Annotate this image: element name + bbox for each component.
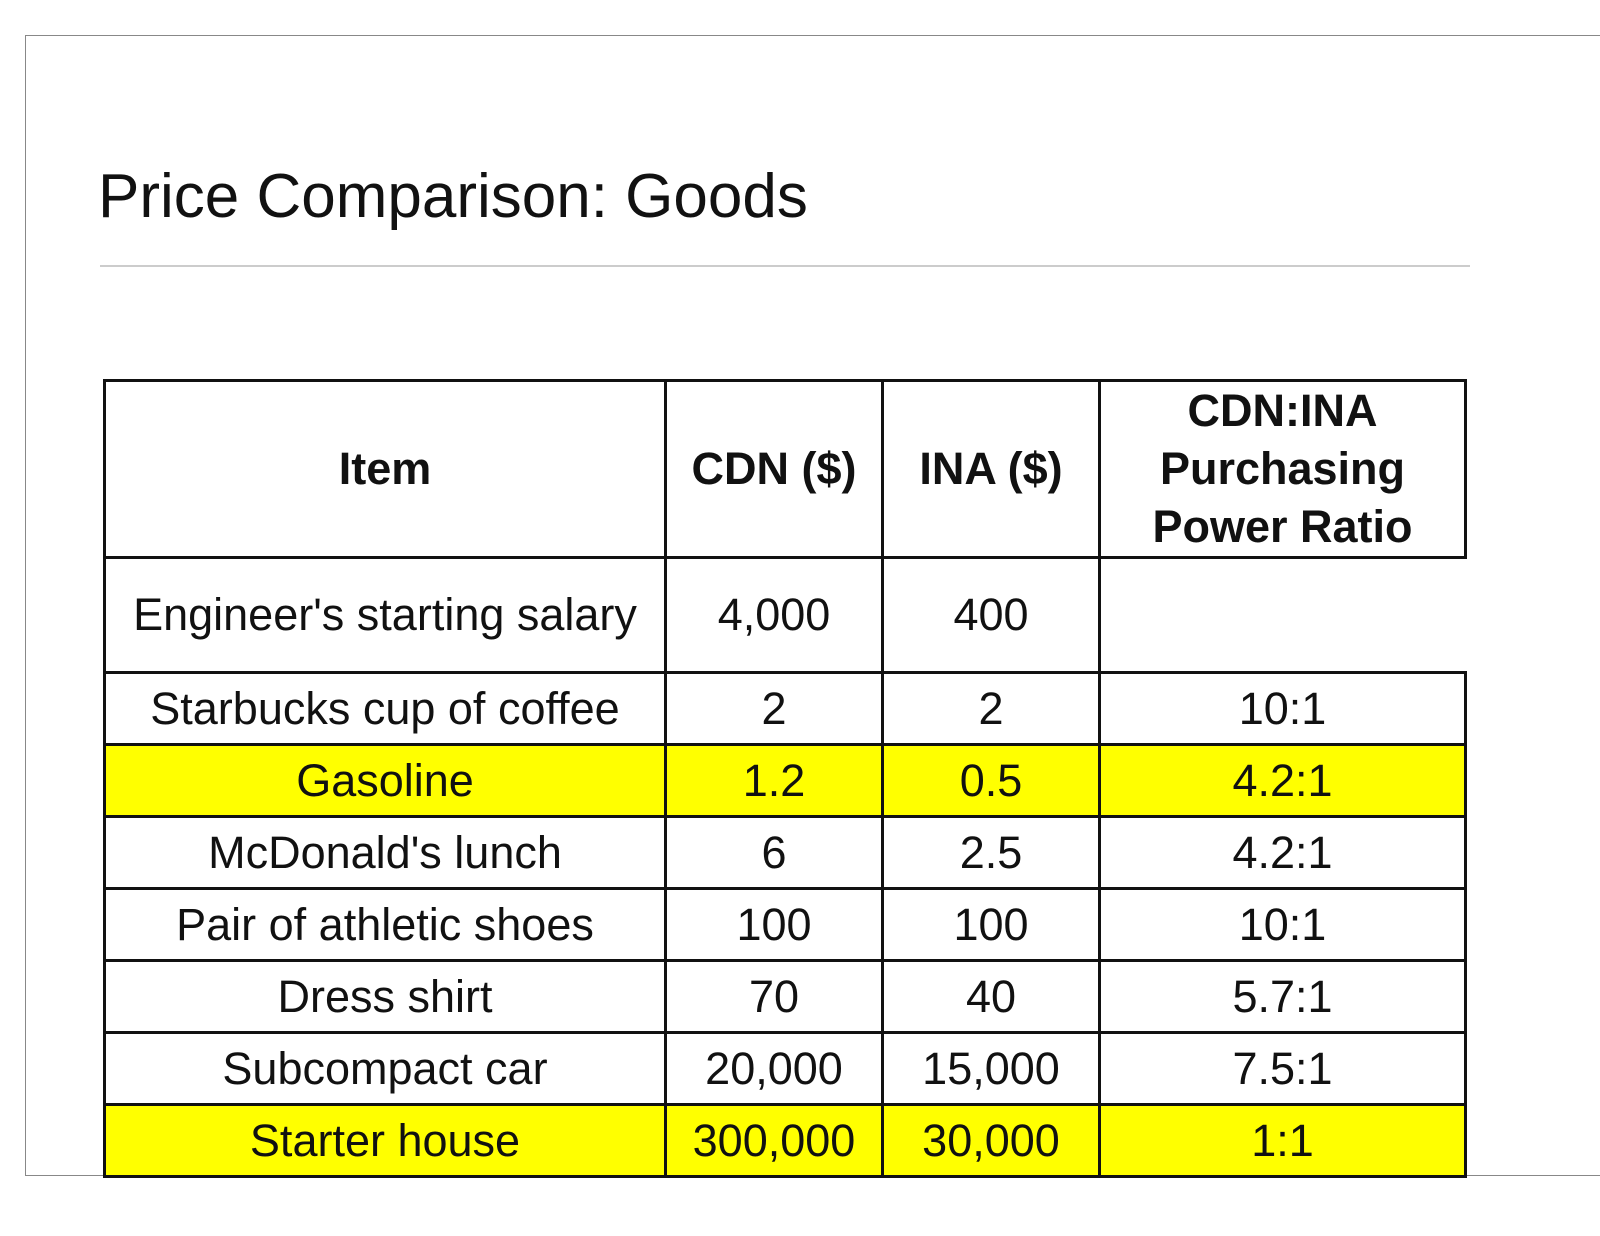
table-row — [105, 889, 1466, 961]
table-row — [105, 558, 1466, 673]
cell-ina: 2.5 — [883, 817, 1100, 889]
cell-cdn: 70 — [666, 961, 883, 1033]
cell-ina: 30,000 — [883, 1105, 1100, 1177]
cell-ratio: 7.5:1 — [1100, 1033, 1466, 1105]
cell-ratio: 4.2:1 — [1100, 745, 1466, 817]
header-ratio-line1: CDN:INA — [1187, 385, 1378, 436]
cell-item: Starter house — [105, 1105, 666, 1177]
cell-ratio: 4.2:1 — [1100, 817, 1466, 889]
header-ratio-line3: Power Ratio — [1152, 501, 1413, 552]
cell-item: Subcompact car — [105, 1033, 666, 1105]
cell-ina: 2 — [883, 673, 1100, 745]
cell-cdn: 20,000 — [666, 1033, 883, 1105]
table-row — [105, 673, 1466, 745]
cell-ina: 100 — [883, 889, 1100, 961]
slide-title: Price Comparison: Goods — [98, 162, 808, 231]
cell-item: Starbucks cup of coffee — [105, 673, 666, 745]
table-row-highlighted — [105, 745, 1466, 817]
cell-item: McDonald's lunch — [105, 817, 666, 889]
cell-cdn: 2 — [666, 673, 883, 745]
cell-cdn: 6 — [666, 817, 883, 889]
cell-ratio: 10:1 — [1100, 889, 1466, 961]
title-divider — [100, 265, 1470, 267]
cell-item: Dress shirt — [105, 961, 666, 1033]
table-row — [105, 961, 1466, 1033]
header-row — [105, 381, 1466, 558]
cell-item: Pair of athletic shoes — [105, 889, 666, 961]
cell-cdn: 1.2 — [666, 745, 883, 817]
table-row-highlighted — [105, 1105, 1466, 1177]
cell-cdn: 4,000 — [666, 558, 883, 673]
header-cdn: CDN ($) — [666, 381, 883, 558]
cell-ina: 400 — [883, 558, 1100, 673]
cell-ratio: 1:1 — [1100, 1105, 1466, 1177]
cell-item: Engineer's starting salary — [105, 558, 666, 673]
table-row — [105, 817, 1466, 889]
cell-ina: 15,000 — [883, 1033, 1100, 1105]
cell-ina: 0.5 — [883, 745, 1100, 817]
cell-ratio: 5.7:1 — [1100, 961, 1466, 1033]
cell-ina: 40 — [883, 961, 1100, 1033]
header-ina: INA ($) — [883, 381, 1100, 558]
header-ratio-line2: Purchasing — [1159, 443, 1406, 494]
cell-item: Gasoline — [105, 745, 666, 817]
table-row — [105, 1033, 1466, 1105]
header-ratio — [1100, 381, 1466, 558]
header-item: Item — [105, 381, 666, 558]
cell-ratio: 10:1 — [1100, 673, 1466, 745]
cell-cdn: 100 — [666, 889, 883, 961]
slide — [25, 35, 1600, 1176]
cell-cdn: 300,000 — [666, 1105, 883, 1177]
price-comparison-table — [103, 379, 1467, 1178]
